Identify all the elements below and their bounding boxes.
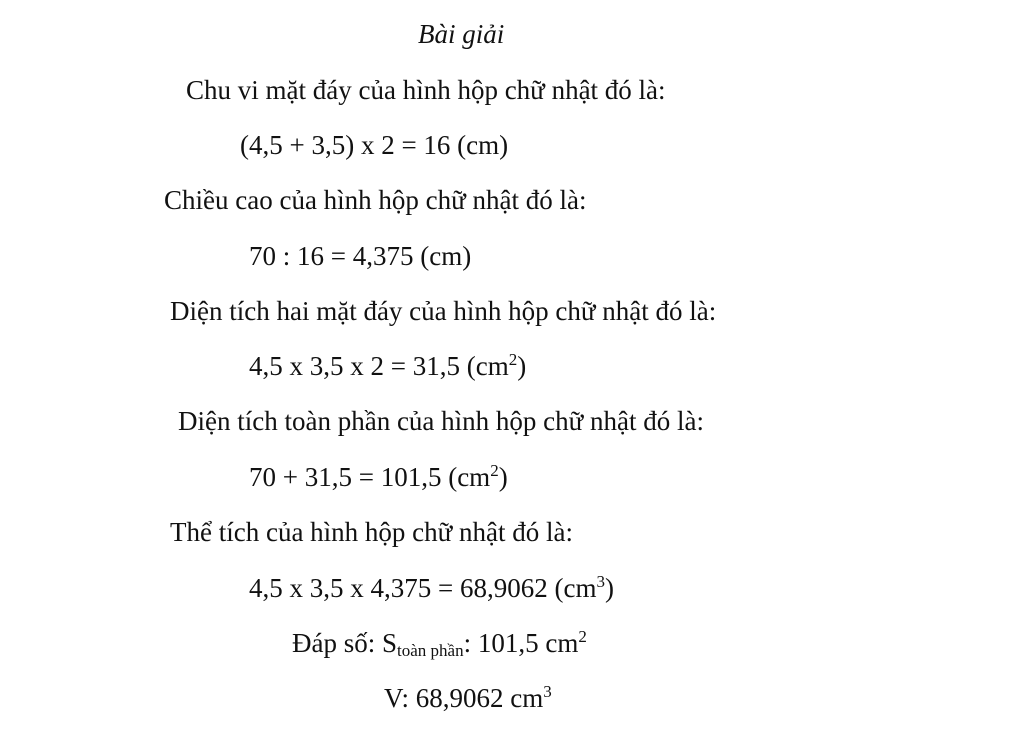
volume-heading: Thể tích của hình hộp chữ nhật đó là: — [170, 517, 574, 547]
answer-volume-text: V: 68,9062 cm — [384, 683, 544, 713]
height-calculation: 70 : 16 = 4,375 (cm) — [249, 241, 472, 271]
perimeter-heading: Chu vi mặt đáy của hình hộp chữ nhật đó là: — [186, 75, 666, 105]
volume-closing-paren: ) — [604, 573, 614, 603]
answer-volume-unit-exponent: 3 — [543, 682, 552, 701]
total-area-calculation — [249, 461, 508, 493]
answer-prefix: Đáp số: S — [292, 628, 398, 658]
answer-value: : 101,5 cm — [463, 628, 579, 658]
base-area-calculation — [249, 350, 526, 382]
total-area-unit-exponent: 2 — [490, 461, 499, 480]
volume-unit-exponent: 3 — [596, 572, 605, 591]
perimeter-calculation: (4,5 + 3,5) x 2 = 16 (cm) — [240, 130, 509, 160]
base-area-closing-paren: ) — [517, 351, 527, 381]
base-area-heading: Diện tích hai mặt đáy của hình hộp chữ nhật đó là: — [170, 296, 717, 326]
base-area-unit-exponent: 2 — [508, 350, 518, 369]
solution-title: Bài giải — [418, 19, 505, 49]
base-area-calculation-text: 4,5 x 3,5 x 2 = 31,5 (cm — [249, 351, 509, 381]
answer-total-area — [292, 627, 587, 659]
volume-calculation — [249, 572, 614, 604]
total-area-closing-paren: ) — [498, 462, 508, 492]
total-area-calculation-text: 70 + 31,5 = 101,5 (cm — [249, 462, 491, 492]
answer-volume — [384, 682, 552, 714]
volume-calculation-text: 4,5 x 3,5 x 4,375 = 68,9062 (cm — [249, 573, 597, 603]
total-area-heading: Diện tích toàn phần của hình hộp chữ nhật đó là: — [178, 406, 704, 436]
answer-subscript: toàn phần — [397, 641, 464, 660]
answer-unit-exponent: 2 — [578, 627, 587, 646]
height-heading: Chiều cao của hình hộp chữ nhật đó là: — [164, 185, 587, 215]
